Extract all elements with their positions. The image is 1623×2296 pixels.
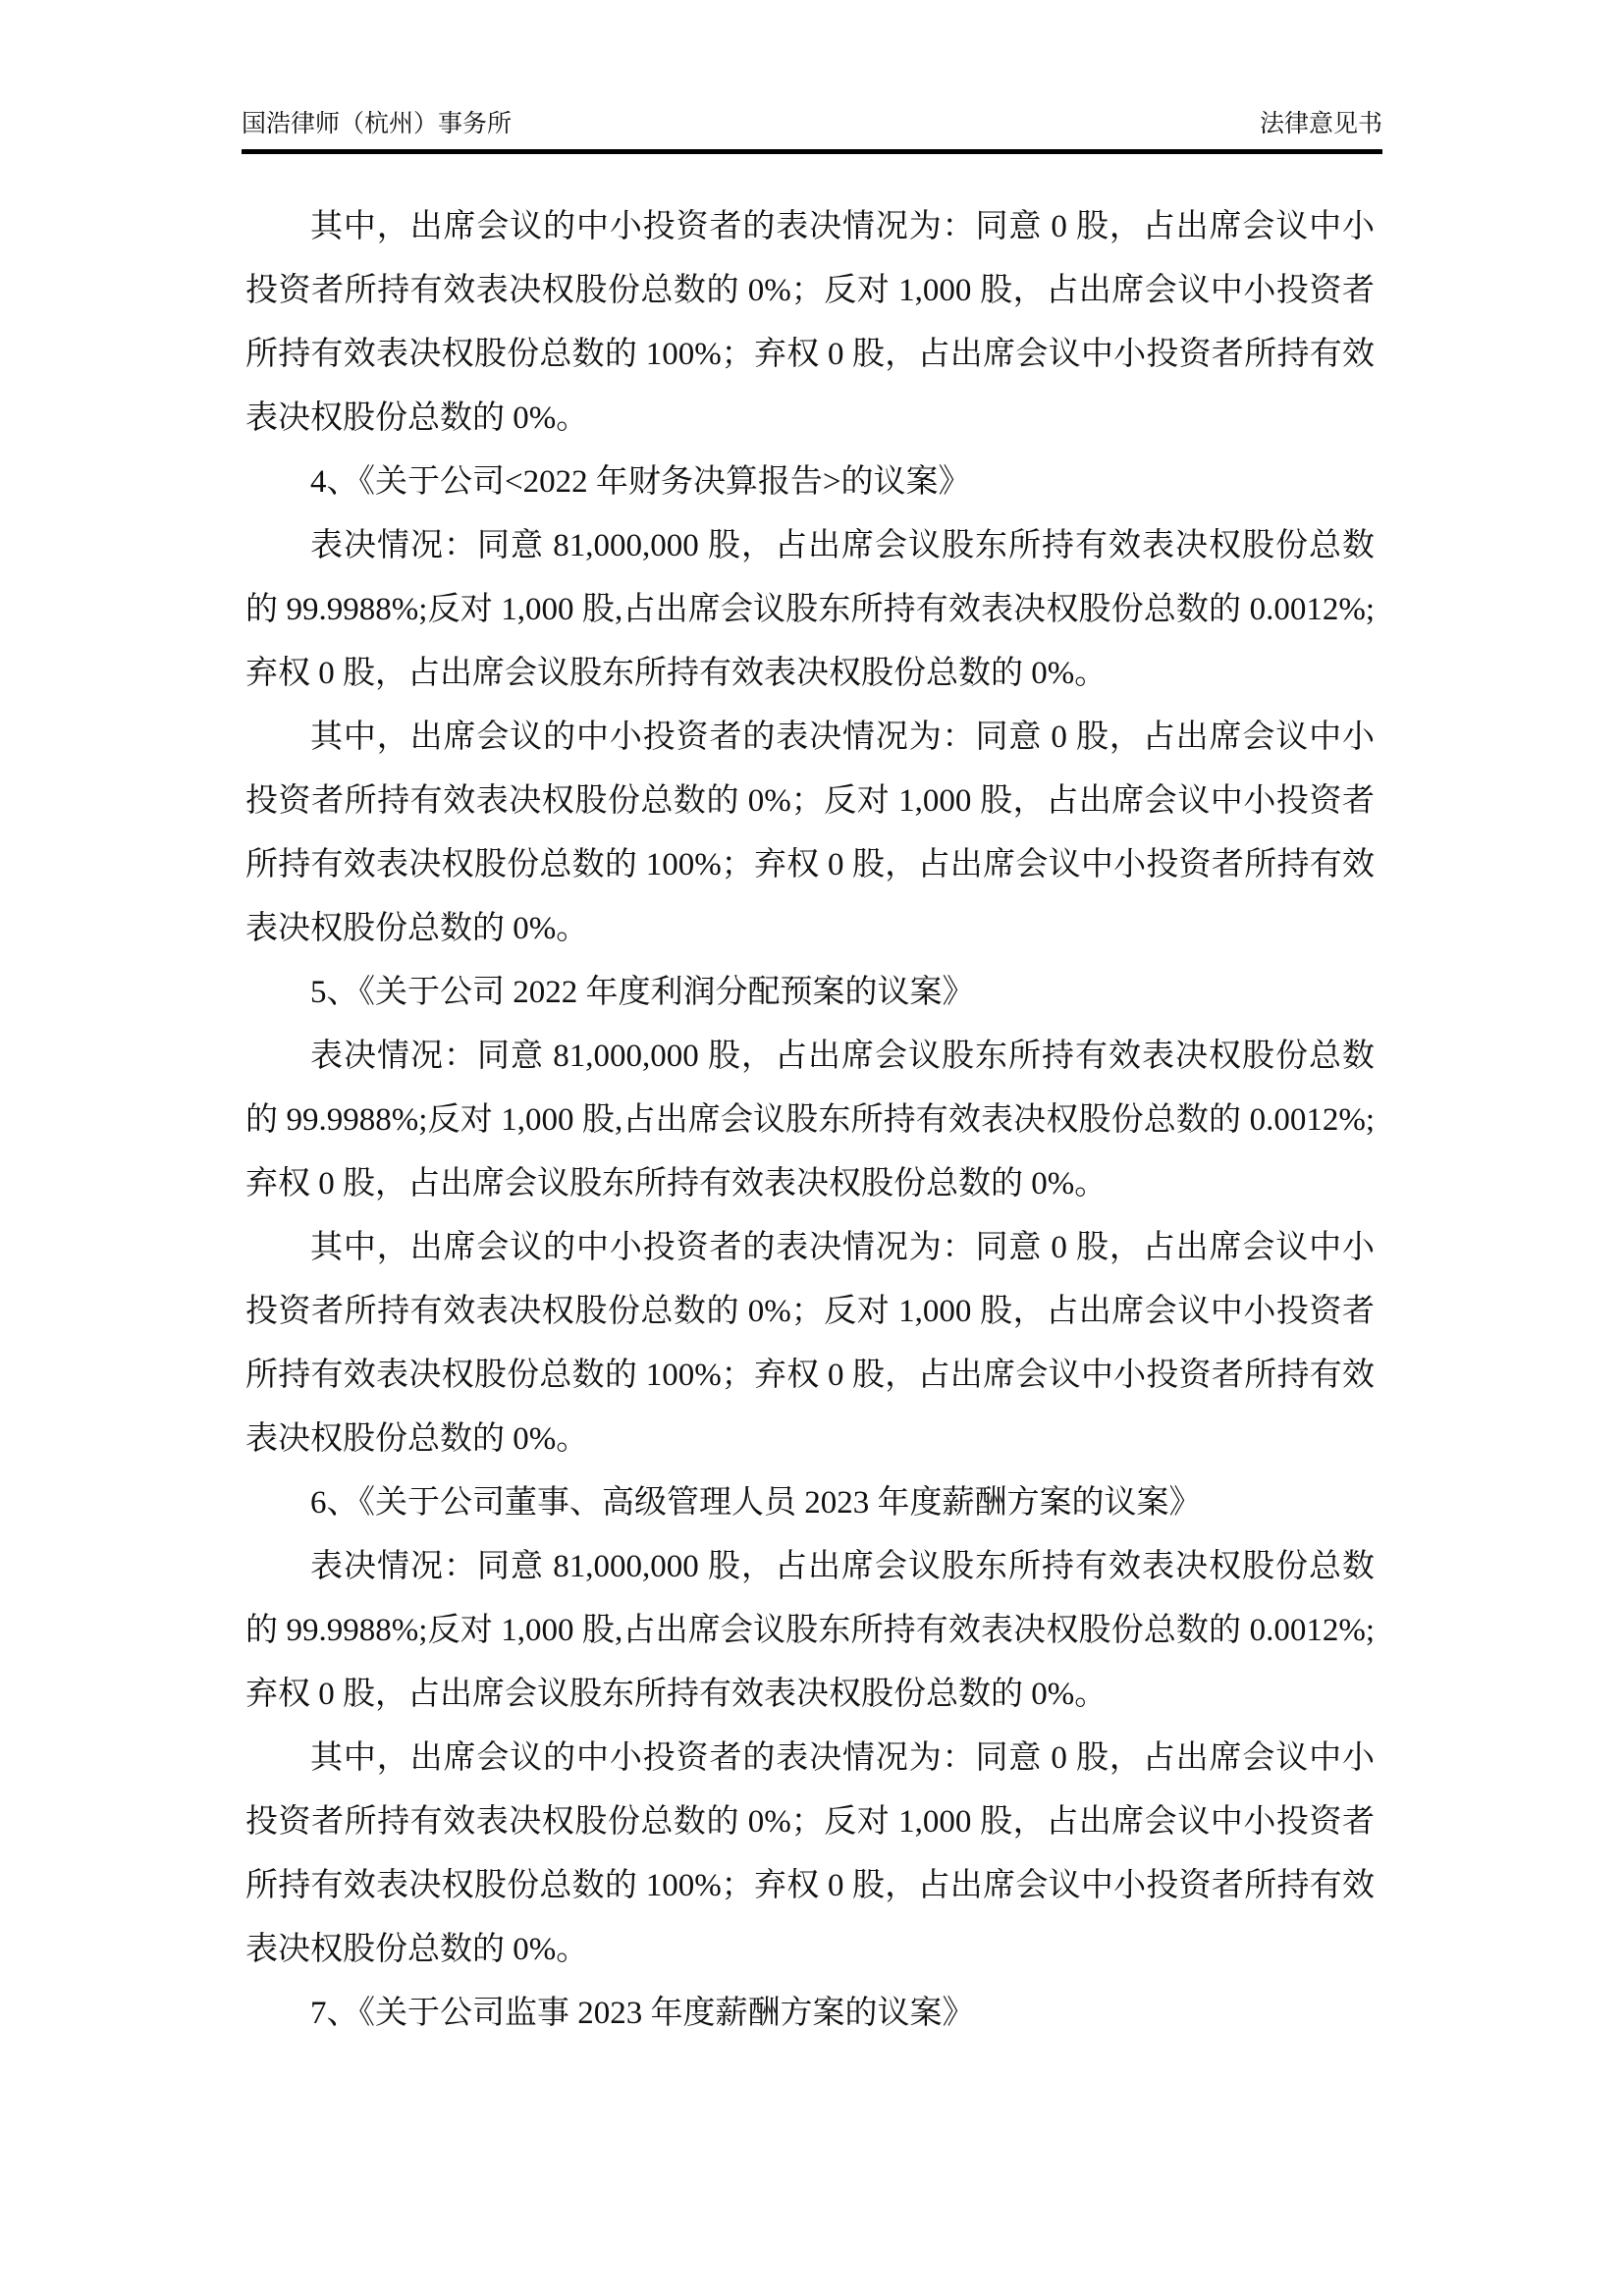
proposal-heading: 5、《关于公司 2022 年度利润分配预案的议案》 [310,975,975,1010]
vote-result-paragraph: 表决情况：同意 81,000,000 股，占出席会议股东所持有效表决权股份总数的 99.9988%;反对 1,000 股,占出席会议股东所持有效表决权股份总数的 0.0012%;弃权 0 股，占出席会议股东所持有效表决权股份总数的 0%。 [245,1549,1375,1712]
header-rule [242,149,1382,154]
proposal-heading: 6、《关于公司董事、高级管理人员 2023 年度薪酬方案的议案》 [310,1485,1202,1521]
vote-result-paragraph: 表决情况：同意 81,000,000 股，占出席会议股东所持有效表决权股份总数的 99.9988%;反对 1,000 股,占出席会议股东所持有效表决权股份总数的 0.0012%;弃权 0 股，占出席会议股东所持有效表决权股份总数的 0%。 [245,528,1375,691]
document-body [245,195,1375,2046]
vote-result-paragraph: 其中，出席会议的中小投资者的表决情况为：同意 0 股，占出席会议中小投资者所持有效表决权股份总数的 0%；反对 1,000 股，占出席会议中小投资者所持有效表决权股份总数的 100%；弃权 0 股，占出席会议中小投资者所持有效表决权股份总数的 0%。 [245,1230,1375,1457]
vote-result-paragraph: 表决情况：同意 81,000,000 股，占出席会议股东所持有效表决权股份总数的 99.9988%;反对 1,000 股,占出席会议股东所持有效表决权股份总数的 0.0012%;弃权 0 股，占出席会议股东所持有效表决权股份总数的 0%。 [245,1039,1375,1201]
vote-result-paragraph: 其中，出席会议的中小投资者的表决情况为：同意 0 股，占出席会议中小投资者所持有效表决权股份总数的 0%；反对 1,000 股，占出席会议中小投资者所持有效表决权股份总数的 100%；弃权 0 股，占出席会议中小投资者所持有效表决权股份总数的 0%。 [245,209,1375,436]
proposal-heading: 7、《关于公司监事 2023 年度薪酬方案的议案》 [310,1996,975,2031]
header-firm-name: 国浩律师（杭州）事务所 [242,111,513,137]
header-doc-type: 法律意见书 [1259,111,1382,137]
vote-result-paragraph: 其中，出席会议的中小投资者的表决情况为：同意 0 股，占出席会议中小投资者所持有效表决权股份总数的 0%；反对 1,000 股，占出席会议中小投资者所持有效表决权股份总数的 100%；弃权 0 股，占出席会议中小投资者所持有效表决权股份总数的 0%。 [245,720,1375,946]
vote-result-paragraph: 其中，出席会议的中小投资者的表决情况为：同意 0 股，占出席会议中小投资者所持有效表决权股份总数的 0%；反对 1,000 股，占出席会议中小投资者所持有效表决权股份总数的 100%；弃权 0 股，占出席会议中小投资者所持有效表决权股份总数的 0%。 [245,1740,1375,1967]
proposal-heading: 4、《关于公司<2022 年财务决算报告>的议案》 [310,464,971,500]
header-row [242,110,1382,149]
page-header [242,110,1382,154]
